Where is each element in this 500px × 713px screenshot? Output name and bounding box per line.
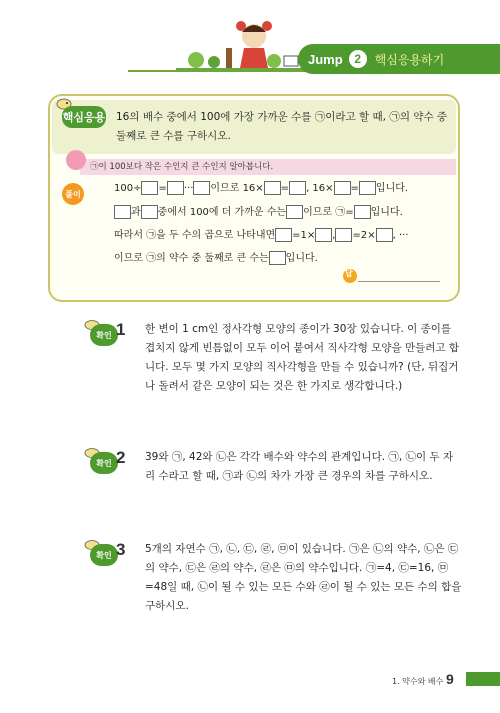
answer-field[interactable]: [358, 281, 440, 282]
answer-blank[interactable]: [354, 205, 371, 219]
answer-blank[interactable]: [376, 228, 393, 242]
question-number: 2: [116, 448, 126, 467]
apply-badge: 핵심응용: [62, 106, 106, 128]
answer-blank[interactable]: [264, 181, 281, 195]
solution-line-3: [114, 228, 408, 244]
sol-text: 중에서 100에 더 가까운 수는: [157, 207, 287, 218]
sol-text: ···: [183, 183, 194, 194]
question-text: 한 변이 1 cm인 정사각형 모양의 종이가 30장 있습니다. 이 종이를 겹치지 않게 빈틈없이 모두 이어 붙여서 직사각형 모양을 만들려고 합니다. 모두 몇 가지 모양의 직사각형을 만들 수 있습니까? (단, 뒤집거나 돌려서 같은 모양이 되는 것은 한 가지로 생각합니다.): [145, 323, 460, 392]
sol-text: 입니다.: [285, 253, 318, 264]
footer-accent-bar: [466, 672, 500, 686]
question-text: 5개의 자연수 ㉠, ㉡, ㉢, ㉣, ㉤이 있습니다. ㉠은 ㉡의 약수, ㉡은 ㉢의 약수, ㉢은 ㉣의 약수, ㉣은 ㉤의 약수입니다. ㉠=4, ㉢=16, ㉤=48일 때, ㉡이 될 수 있는 모든 수와 ㉣이 될 수 있는 모든 수의 합을 구하시오.: [145, 543, 462, 612]
check-badge-1: [84, 318, 118, 348]
answer-blank[interactable]: [193, 181, 210, 195]
apply-problem-text: 16의 배수 중에서 100에 가장 가까운 수를 ㉠이라고 할 때, ㉠의 약수 중 둘째로 큰 수를 구하시오.: [116, 111, 448, 142]
check-label: 확인: [90, 452, 118, 474]
sol-text: , ···: [392, 230, 409, 241]
hint-icon: [66, 150, 86, 170]
answer-blank[interactable]: [114, 205, 131, 219]
answer-blank[interactable]: [141, 205, 158, 219]
jump-label: Jump: [308, 51, 343, 67]
sol-text: ,: [332, 230, 336, 241]
sol-text: 과: [131, 207, 141, 218]
page-number: 9: [446, 671, 454, 687]
solution-line-2: [114, 205, 403, 221]
sol-text: 이므로 16×: [210, 183, 264, 194]
sol-text: , 16×: [306, 183, 334, 194]
sol-text: =1×: [292, 230, 316, 241]
jump-banner: [298, 44, 500, 74]
chapter-label: 1. 약수와 배수: [392, 677, 444, 686]
question-text: 39와 ㉠, 42와 ㉡은 각각 배수와 약수의 관계입니다. ㉠, ㉡이 두 자리 수라고 할 때, ㉠과 ㉡의 차가 가장 큰 경우의 차를 구하시오.: [145, 451, 454, 482]
answer-blank[interactable]: [167, 181, 184, 195]
answer-blank[interactable]: [334, 181, 351, 195]
sol-text: =2×: [352, 230, 376, 241]
question-number: 1: [116, 320, 126, 339]
sol-text: =: [350, 183, 359, 194]
sol-text: 입니다.: [370, 207, 403, 218]
answer-blank[interactable]: [359, 181, 376, 195]
check-label: 확인: [90, 324, 118, 346]
header-rule: [128, 70, 304, 72]
solution-line-1: [114, 181, 408, 197]
check-label: 확인: [90, 544, 118, 566]
answer-blank[interactable]: [315, 228, 332, 242]
answer-blank[interactable]: [275, 228, 292, 242]
answer-blank[interactable]: [269, 251, 286, 265]
sol-text: 입니다.: [375, 183, 409, 194]
jump-subtitle: 핵심응용하기: [374, 52, 445, 67]
jump-number: 2: [349, 50, 367, 68]
answer-blank[interactable]: [286, 205, 303, 219]
solution-line-4: [114, 251, 318, 267]
answer-blank[interactable]: [335, 228, 352, 242]
sol-text: 이므로 ㉠의 약수 중 둘째로 큰 수는: [114, 253, 269, 264]
sol-text: =: [280, 183, 290, 194]
answer-blank[interactable]: [141, 181, 158, 195]
solution-badge: 풀이: [62, 183, 84, 205]
check-badge-3: [84, 538, 118, 568]
sol-text: =: [158, 183, 167, 194]
check-badge-2: [84, 446, 118, 476]
answer-label: 답: [345, 269, 353, 278]
question-number: 3: [116, 540, 126, 559]
answer-blank[interactable]: [289, 181, 306, 195]
sol-text: 따라서 ㉠을 두 수의 곱으로 나타내면: [114, 230, 276, 241]
hint-text: ㉠이 100보다 작은 수인지 큰 수인지 알아봅니다.: [90, 162, 274, 172]
sol-text: 100÷: [114, 183, 142, 194]
sol-text: 이므로 ㉠=: [303, 207, 354, 218]
